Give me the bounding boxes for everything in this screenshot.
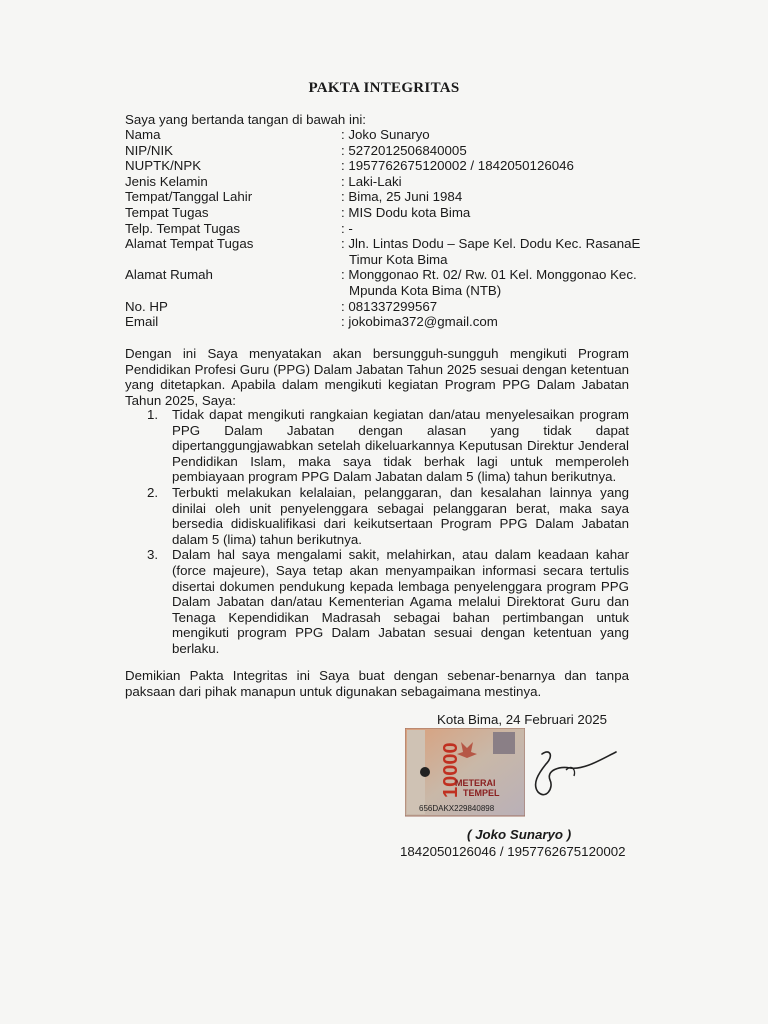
field-value-line2: Timur Kota Bima	[349, 251, 448, 267]
field-value: : 5272012506840005	[341, 142, 467, 158]
field-row-workplace	[125, 205, 685, 221]
field-label: No. HP	[125, 298, 168, 314]
field-row-workplace-address	[125, 236, 685, 267]
field-label: Alamat Rumah	[125, 267, 213, 283]
field-value-line1: : Jln. Lintas Dodu – Sape Kel. Dodu Kec. RasanaE	[341, 236, 641, 252]
signature-icon	[480, 740, 620, 810]
field-label: Email	[125, 314, 159, 330]
field-value: : Laki-Laki	[341, 173, 402, 189]
field-row-email	[125, 314, 685, 330]
list-text: Tidak dapat mengikuti rangkaian kegiatan dan/atau menyelesaikan program PPG Dalam Jabatan dengan alasan yang tidak dapat dipertanggungjawabkan setelah dikeluarkannya Keputusan Direktur Jenderal Pendidikan Islam, maka saya tidak berhak lagi untuk memperoleh pembiayaan program PPG Dalam Jabatan dalam 5 (lima) tahun berikutnya.	[172, 407, 629, 485]
signer-ids: 1842050126046 / 1957762675120002	[400, 844, 626, 859]
field-label: Jenis Kelamin	[125, 173, 208, 189]
intro-text: Saya yang bertanda tangan di bawah ini:	[125, 112, 366, 127]
field-row-workplace-phone	[125, 221, 685, 237]
field-value: : -	[341, 220, 353, 236]
field-value	[341, 267, 685, 298]
list-number: 1.	[147, 407, 159, 422]
list-item	[125, 485, 629, 547]
list-item	[125, 407, 629, 485]
field-label: NUPTK/NPK	[125, 158, 202, 174]
field-row-phone	[125, 299, 685, 315]
signer-name: ( Joko Sunaryo )	[467, 827, 572, 842]
field-value	[341, 236, 685, 267]
field-row-nama	[125, 127, 685, 143]
field-label: Tempat/Tanggal Lahir	[125, 189, 253, 205]
list-item	[125, 547, 629, 656]
field-label: Telp. Tempat Tugas	[125, 220, 241, 236]
field-label: NIP/NIK	[125, 142, 174, 158]
field-value-line2: Mpunda Kota Bima (NTB)	[349, 282, 502, 298]
list-number: 2.	[147, 484, 159, 500]
field-label: Tempat Tugas	[125, 204, 209, 220]
field-value: : 1957762675120002 / 1842050126046	[341, 158, 574, 174]
list-text: Dalam hal saya mengalami sakit, melahirkan, atau dalam keadaan kahar (force majeure), Saya tetap akan menyampaikan informasi secara tertulis disertai dokumen pendukung kepada lembaga penyelenggara program PPG Dalam Jabatan dan/atau Kementerian Agama melalui Direktorat Guru dan Tenaga Kependidikan Madrasah sebagai bahan pertimbangan untuk mengikuti program PPG Dalam Jabatan sesuai dengan ketentuan yang berlaku.	[172, 547, 629, 656]
field-row-nuptk	[125, 158, 685, 174]
field-row-birth	[125, 189, 685, 205]
field-value: : jokobima372@gmail.com	[341, 314, 498, 330]
field-value-line1: : Monggonao Rt. 02/ Rw. 01 Kel. Monggonao Kec.	[341, 267, 637, 283]
list-text: Terbukti melakukan kelalaian, pelanggaran, dan kesalahan lainnya yang dinilai oleh unit penyelenggara sebagai pelanggaran berat, maka saya bersedia didiskualifikasi dari keikutsertaan Program PPG Dalam Jabatan dalam 5 (lima) tahun berikutnya.	[172, 484, 629, 547]
place-date: Kota Bima, 24 Februari 2025	[437, 712, 608, 727]
identity-fields	[125, 127, 685, 330]
field-row-home-address	[125, 267, 685, 298]
field-row-nip	[125, 143, 685, 159]
statement-paragraph: Dengan ini Saya menyatakan akan bersungguh-sungguh mengikuti Program Pendidikan Profesi Guru (PPG) Dalam Jabatan Tahun 2025 sesuai dengan ketentuan yang ditetapkan. Apabila dalam mengikuti kegiatan Program PPG Dalam Jabatan Tahun 2025, Saya:	[125, 346, 629, 408]
stamp-label1: METERAI	[455, 778, 496, 788]
stamp-value: 10000	[440, 742, 462, 798]
statement-list	[125, 407, 629, 657]
field-value: : 081337299567	[341, 298, 438, 314]
document-title: PAKTA INTEGRITAS	[308, 80, 460, 96]
field-label: Nama	[125, 127, 161, 142]
field-row-gender	[125, 174, 685, 190]
stamp-label2: TEMPEL	[463, 788, 500, 798]
field-value: : Joko Sunaryo	[341, 127, 430, 142]
closing-paragraph: Demikian Pakta Integritas ini Saya buat dengan sebenar-benarnya dan tanpa paksaan dari pihak manapun untuk digunakan sebagaimana mestinya.	[125, 668, 629, 699]
field-label: Alamat Tempat Tugas	[125, 236, 254, 252]
field-value: : Bima, 25 Juni 1984	[341, 189, 463, 205]
field-value: : MIS Dodu kota Bima	[341, 204, 471, 220]
stamp-serial: 656DAKX229840898	[419, 804, 495, 813]
list-number: 3.	[147, 547, 159, 563]
